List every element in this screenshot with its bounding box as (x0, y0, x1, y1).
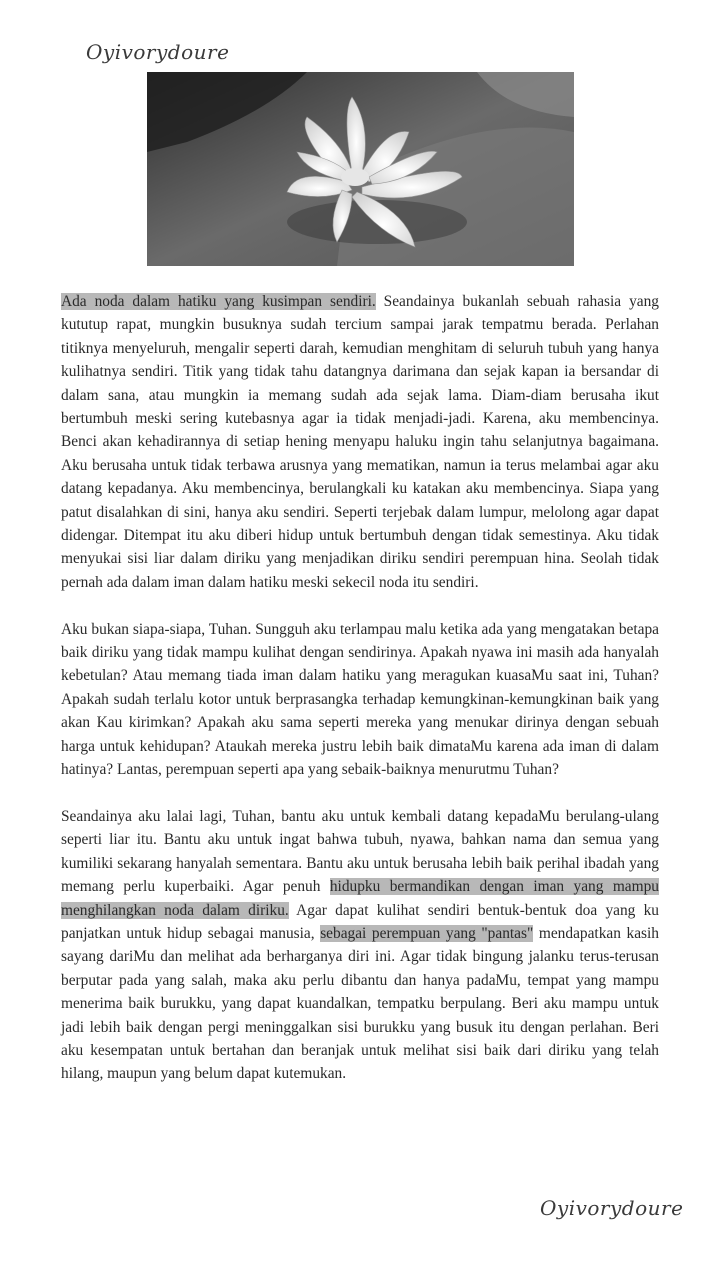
poem-text (61, 290, 659, 1109)
paragraph-text: Agar dapat kulihat sendiri bentuk-bentuk doa yang ku panjatkan untuk hidup sebagai manusia, (61, 901, 660, 942)
highlighted-sentence: hidupku bermandikan dengan iman yang mampu menghilangkan noda dalam diriku. (61, 878, 659, 919)
paragraph-text: Aku bukan siapa-siapa, Tuhan. Sungguh aku terlampau malu ketika ada yang mengatakan betapa baik diriku yang tidak mampu kulihat dengan sendirinya. Apakah nyawa ini masih ada hanyalah kebetulan? Atau memang tiada iman dalam hatiku yang meragukan kuasaMu saat ini, Tuhan? Apakah sudah terlalu kotor untuk berprasangka terhadap kemungkinan-kemungkinan baik yang akan Kau kirimkan? Apakah aku sama seperti mereka yang menukar dirinya dengan sebuah harga untuk kehidupan? Ataukah mereka justru lebih baik dimataMu karena ada iman di dalam hatinya? Lantas, perempuan seperti apa yang sebaik-baiknya menurutmu Tuhan? (61, 620, 659, 779)
paragraph-1 (61, 290, 659, 594)
paragraph-2 (61, 618, 659, 782)
paragraph-text: mendapatkan kasih sayang dariMu dan melihat ada berharganya diri ini. Agar tidak bingung jalanku terus-terusan berputar pada yang salah, maka aku perlu dibantu dan hanya padaMu, tempat yang mampu menerima baik burukku, yang dapat kuandalkan, tempatku berpulang. Beri aku mampu untuk jadi lebih baik dengan pergi meninggalkan sisi burukku yang busuk itu dengan perlahan. Beri aku kesempatan untuk bertahan dan beranjak untuk melihat sisi baik dari diriku yang telah hilang, maupun yang belum dapat kutemukan. (61, 924, 659, 1083)
signature-bottom: Oyivorydoure (540, 1196, 684, 1220)
highlighted-sentence: Ada noda dalam hatiku yang kusimpan sendiri. (61, 293, 376, 310)
lotus-flower-photo (147, 72, 574, 266)
paragraph-text: Seandainya aku lalai lagi, Tuhan, bantu aku untuk kembali datang kepadaMu berulang-ulang seperti liar itu. Bantu aku untuk ingat bahwa tubuh, nyawa, bahkan nama dan semua yang kumiliki sekarang hanyalah sementara. Bantu aku untuk berusaha lebih baik perihal ibadah yang memang perlu kuperbaiki. Agar penuh (61, 807, 659, 896)
highlighted-phrase: sebagai perempuan yang "pantas" (320, 924, 534, 942)
paragraph-text: Seandainya bukanlah sebuah rahasia yang kututup rapat, mungkin busuknya sudah tercium sampai jarak tempatmu berada. Perlahan titiknya menyeluruh, mengalir seperti darah, kemudian menghitam di seluruh tubuh yang hanya kulihatnya sendiri. Titik yang tidak tahu datangnya darimana dan sejak kapan ia bersandar di dalam sana, atau mungkin ia memang sudah ada sejak lama. Diam-diam berusaha ikut bertumbuh meski sering kutebasnya agar ia tidak menjadi-jadi. Karena, aku membencinya. Benci akan kehadirannya di setiap hening menyapu haluku ingin tahu selanjutnya bagaimana. Aku berusaha untuk tidak terbawa arusnya yang mematikan, namun ia terus melambai agar aku datang kepadanya. Aku membencinya, berulangkali ku katakan aku membencinya. Siapa yang patut disalahkan di sini, hanya aku sendiri. Seperti terjebak dalam lumpur, melolong agar dapat didengar. Ditempat itu aku diberi hidup untuk bertumbuh dengan tidak semestinya. Aku tidak menyukai sisi liar dalam diriku yang menjadikan diriku sendiri perempuan hina. Seolah tidak pernah ada dalam iman dalam hatiku meski sekecil noda itu sendiri. (61, 293, 659, 591)
paragraph-3 (61, 805, 659, 1086)
signature-top: Oyivorydoure (86, 40, 230, 64)
